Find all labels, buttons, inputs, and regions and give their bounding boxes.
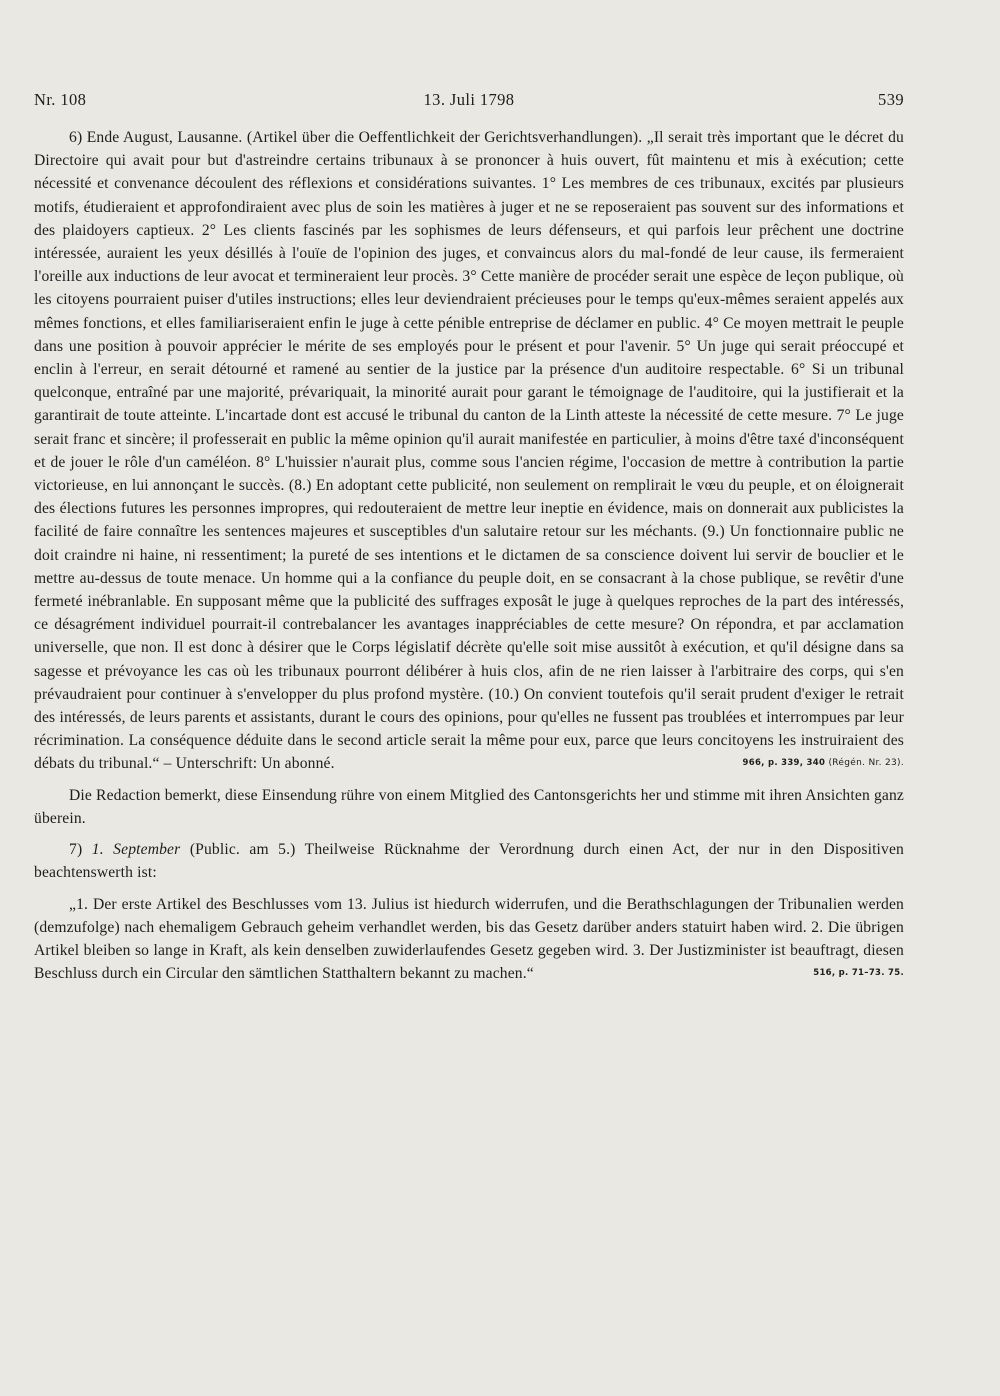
section-6-date: 6) Ende August, Lausanne. — [69, 129, 243, 146]
section-7-source-reference: 516, p. 71–73. 75. — [813, 968, 904, 979]
section-7-quote — [34, 893, 904, 986]
section-6-ref-note: (Régén. Nr. 23). — [828, 758, 904, 769]
page-number: 539 — [878, 90, 904, 109]
document-number: Nr. 108 — [34, 90, 87, 109]
redaction-note: Die Redaction bemerkt, diese Einsendung rühre von einem Mitglied des Cantonsgerichts her und stimme mit ihren Ansichten ganz überein. — [34, 786, 904, 827]
section-6-body: „Il serait très important que le décret du Directoire qui avait pour but d'astreindre certains tribunaux à se prononcer à huis ouvert, fût maintenu et mis à exécution; cette nécessité et convenance découlent des réflexions et considérations suivantes. 1° Les membres de ces tribunaux, excités par plusieurs motifs, étudieraient et approfondiraient avec plus de soin les matières à juger et ne se reposeraient pas souvent sur des informations et des plaidoyers captieux. 2° Les clients fascinés par les sophismes de leurs défenseurs, et qui parfois leur prêchent une doctrine intéressée, auraient les yeux désillés à l'ouïe de l'opinion des juges, et convaincus alors du mal-fondé de leur cause, ils fermeraient l'oreille aux inductions de leur avocat et termineraient leur procès. 3° Cette manière de procéder serait une espèce de leçon publique, où les citoyens pourraient puiser d'utiles instructions; elles leur deviendraient précieuses pour le temps qu'eux-mêmes seraient appelés aux mêmes fonctions, et elles familiariseraient enfin le juge à cette pénible entreprise de déclamer en public. 4° Ce moyen mettrait le peuple dans une position à pouvoir apprécier le mérite de ses employés pour le présent et pour l'avenir. 5° Un juge qui serait préoccupé et enclin à l'erreur, en serait détourné et ramené au sentier de la justice par la présence d'un auditoire respectable. 6° Si un tribunal quelconque, entraîné par une majorité, prévariquait, la minorité aurait pour garant le témoignage de l'auditoire, qui la justifierait et la garantirait de toute atteinte. L'incartade dont est accusé le tribunal du canton de la Linth atteste la nécessité de cette mesure. 7° Le juge serait franc et sincère; il professerait en public la même opinion qu'il aurait manifestée en particulier, à moins d'être taxé d'inconséquent et de jouer le rôle d'un caméléon. 8° L'huissier n'aurait plus, comme sous l'ancien régime, l'occasion de mettre à contribution la partie victorieuse, en lui annonçant le succès. (8.) En adoptant cette publicité, non seulement on remplirait le vœu du peuple, et on éloignerait des élections futures les personnes impropres, qui redouteraient de mettre leur ineptie en évidence, mais on donnerait aux publicistes la facilité de faire connaître les sentences majeures et susceptibles d'un salutaire retour sur les méchants. (9.) Un fonctionnaire public ne doit craindre ni haine, ni ressentiment; la pureté de ses intentions et le dictamen de sa conscience doivent lui servir de bouclier et le mettre au-dessus de toute menace. Un homme qui a la confiance du peuple doit, en se consacrant à la chose publique, se revêtir d'une fermeté inébranlable. En supposant même que la publicité des suffrages exposât le juge à quelques reproches de la part des intéressés, ce désagrément individuel pourrait-il contrebalancer les avantages inappréciables de cette mesure? On répondra, et par acclamation universelle, que non. Il est donc à désirer que le Corps législatif décrète qu'elle soit mise aussitôt à exécution, et qu'il désigne dans sa sagesse et prévoyance les cas où les tribunaux pourront délibérer à huis clos, afin de ne rien laisser à l'arbitraire des corps, qui s'en prévaudraient pour continuer à s'envelopper du plus profond mystère. (10.) On convient toutefois qu'il serait prudent d'exiger le retrait des intéressés, de leurs parents et assistants, durant le cours des opinions, pour qu'elles ne fussent pas troublées et interrompues par leur récrimination. La conséquence déduite dans le second article serait la même pour eux, parce que leurs concitoyens les instruiraient des débats du tribunal.“ – Unterschrift: Un abonné. — [34, 129, 905, 773]
document-page — [34, 90, 904, 985]
section-6-topic: (Artikel über die Oeffentlichkeit der Gerichtsverhandlungen). — [246, 129, 643, 146]
section-7-intro: (Public. am 5.) Theilweise Rücknahme der Verordnung durch einen Act, der nur in den Dispositiven beachtenswerth ist: — [34, 841, 904, 882]
running-head — [34, 90, 904, 110]
section-7-date: 1. September — [91, 841, 181, 859]
section-7-paragraph — [34, 838, 904, 884]
section-6-source-reference — [708, 752, 904, 775]
document-date: 13. Juli 1798 — [423, 90, 515, 109]
section-6-ref-main: 966, p. 339, 340 — [742, 758, 826, 769]
section-7-number: 7) — [69, 841, 83, 859]
section-7-quote-body: „1. Der erste Artikel des Beschlusses vom 13. Julius ist hiedurch widerrufen, und die Berathschlagungen der Tribunalien werden (demzufolge) nach ehemaligem Gebrauch geheim verhandlet werden, bis das Gesetz darüber anders statuirt haben wird. 2. Die übrigen Artikel bleiben so lange in Kraft, als kein denselben zuwiderlaufendes Gesetz gegeben wird. 3. Der Justizminister ist beauftragt, diesen Beschluss durch ein Circular den sämtlichen Statthaltern bekannt zu machen.“ — [34, 895, 904, 983]
section-6-paragraph — [34, 126, 904, 776]
